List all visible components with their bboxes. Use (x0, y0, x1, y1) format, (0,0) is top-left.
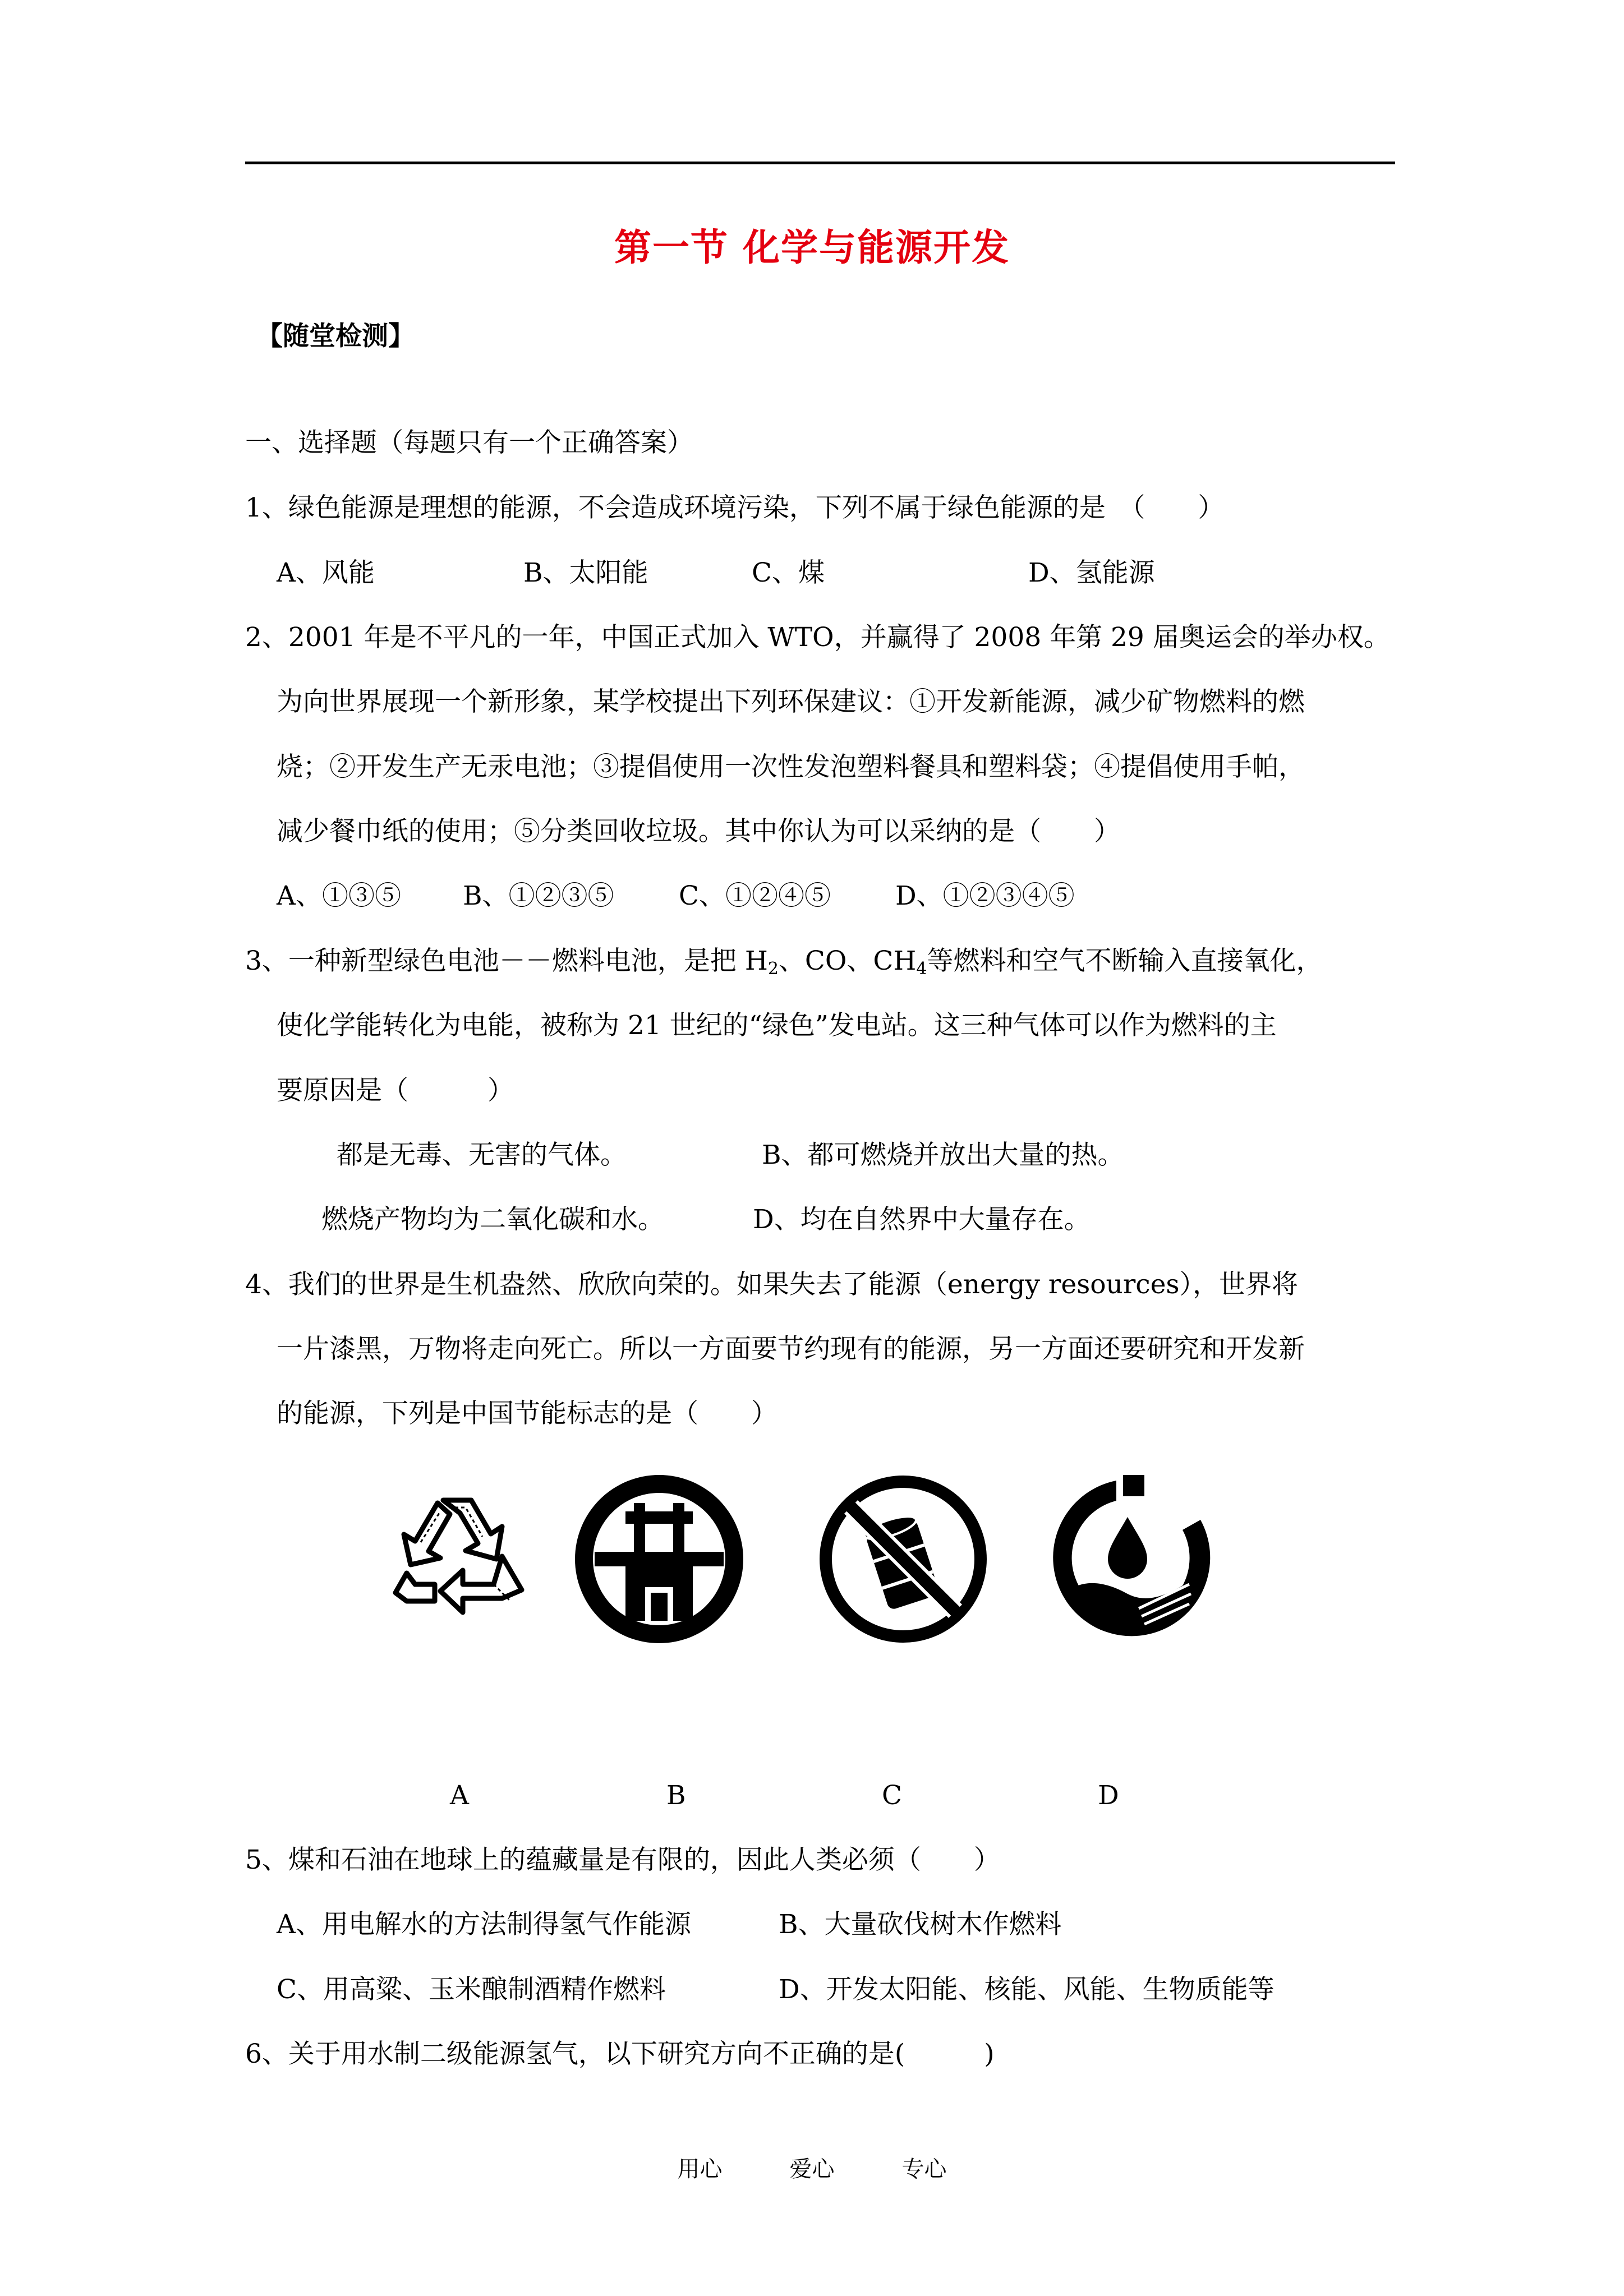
q3-line-3: 要原因是（ ） (277, 1075, 514, 1106)
q6-stem: 6、关于用水制二级能源氢气，以下研究方向不正确的是( ) (245, 2039, 995, 2069)
q3-option-b: B、都可燃烧并放出大量的热。 (762, 1140, 1124, 1170)
page-title: 第一节 化学与能源开发 (614, 226, 1010, 269)
section-label: 【随堂检测】 (256, 321, 415, 352)
q5-option-c: C、用高粱、玉米酿制酒精作燃料 (277, 1974, 666, 2005)
q4-label-a: A (450, 1780, 469, 1811)
q1-option-d: D、氢能源 (1028, 557, 1155, 588)
q4-label-b: B (666, 1780, 686, 1811)
q2-option-a: A、①③⑤ (277, 880, 401, 911)
q5-option-a: A、用电解水的方法制得氢气作能源 (277, 1909, 691, 1940)
q3-option-c: 燃烧产物均为二氧化碳和水。 (321, 1204, 664, 1235)
footer-item-3: 专心 (901, 2156, 947, 2182)
h2-subscript: 2 (767, 959, 779, 979)
q3-line-1 (245, 944, 1322, 978)
header-rule (245, 162, 1395, 164)
footer-item-1: 用心 (677, 2156, 723, 2182)
water-drop-hand-icon (1032, 1464, 1223, 1654)
recycle-icon (381, 1481, 533, 1621)
q3-line-1-part-a: 3、一种新型绿色电池－－燃料电池，是把 H (245, 946, 768, 976)
ch4-subscript: 4 (916, 959, 927, 979)
q5-stem: 5、煤和石油在地球上的蕴藏量是有限的，因此人类必须（ ） (245, 1845, 1000, 1875)
q5-option-b: B、大量砍伐树木作燃料 (779, 1909, 1062, 1940)
q1-option-c: C、煤 (752, 557, 825, 588)
q3-line-1-part-b: 、CO、CH (778, 946, 917, 976)
no-oil-barrel-icon (816, 1472, 990, 1646)
q2-line-1: 2、2001 年是不平凡的一年，中国正式加入 WTO，并赢得了 2008 年第 29 届奥运会的举办权。 (245, 622, 1390, 653)
q2-option-d: D、①②③④⑤ (895, 880, 1075, 911)
q3-line-2: 使化学能转化为电能，被称为 21 世纪的“绿色”发电站。这三种气体可以作为燃料的主 (277, 1010, 1277, 1041)
footer-item-2: 爱心 (789, 2156, 835, 2182)
q1-stem: 1、绿色能源是理想的能源，不会造成环境污染，下列不属于绿色能源的是 （ ） (245, 492, 1225, 523)
q1-option-b: B、太阳能 (523, 557, 648, 588)
q5-option-d: D、开发太阳能、核能、风能、生物质能等 (779, 1974, 1275, 2005)
part-heading: 一、选择题（每题只有一个正确答案） (245, 427, 693, 458)
q1-option-a: A、风能 (277, 557, 375, 588)
q4-line-1: 4、我们的世界是生机盎然、欣欣向荣的。如果失去了能源（energy resources），世界将 (245, 1269, 1299, 1300)
q4-label-d: D (1098, 1780, 1119, 1811)
q2-line-3: 烧；②开发生产无汞电池；③提倡使用一次性发泡塑料餐具和塑料袋；④提倡使用手帕， (277, 751, 1305, 782)
energy-saving-emblem-icon (572, 1472, 746, 1646)
q3-line-1-part-c: 等燃料和空气不断输入直接氧化， (927, 946, 1323, 976)
q2-option-c: C、①②④⑤ (679, 880, 831, 911)
q2-line-2: 为向世界展现一个新形象，某学校提出下列环保建议：①开发新能源，减少矿物燃料的燃 (277, 686, 1305, 717)
q3-option-a: 都是无毒、无害的气体。 (337, 1140, 627, 1170)
q2-option-b: B、①②③⑤ (463, 880, 614, 911)
page-footer (0, 2152, 1624, 2186)
q2-line-4: 减少餐巾纸的使用；⑤分类回收垃圾。其中你认为可以采纳的是（ ） (277, 816, 1120, 847)
q4-line-2: 一片漆黑，万物将走向死亡。所以一方面要节约现有的能源，另一方面还要研究和开发新 (277, 1334, 1305, 1364)
q3-option-d: D、均在自然界中大量存在。 (753, 1204, 1091, 1235)
q4-line-3: 的能源，下列是中国节能标志的是（ ） (277, 1398, 778, 1429)
q4-label-c: C (882, 1780, 902, 1811)
